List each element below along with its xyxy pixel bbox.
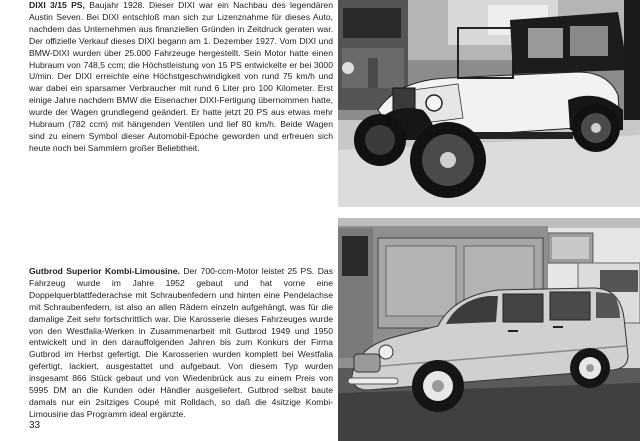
caption-gutbrod bbox=[29, 266, 333, 421]
caption-gutbrod-body: Der 700-ccm-Motor leistet 25 PS. Das Fahrzeug wurde im Jahre 1952 gebaut und hat vorne eine Doppelquerblattfederachse mit Schraubenfedern und hinten eine Pendelachse mit Schraubenfedern, ist also an allen Rädern einzeln aufgehängt, was für die damalige Zeit sehr fortschrittlich war. Die Karosserie dieses Fahrzeuges wurde von den Westfalia-Werken in Zusammenarbeit mit Gutbrod 1949 und 1950 entwickelt und in den darauffolgenden Jahren bis zum Konkurs der Firma Gutbrod im Herbst gefertigt. Die Karosserien wurden komplett bei Westfalia gefertigt, lackiert, ausgestattet und aufgebaut. Von diesem Typ wurden insgesamt 866 Stück gebaut und von Wiedenbrück aus zu einem Preis von 5995 DM an die Kunden oder Händler ausgeliefert. Gutbrod selbst baute damals nur ein 2sitziges Coupé mit Rolldach, so daß die 4sitzige Kombi-Limousine das Programm ideal ergänzte. bbox=[29, 266, 333, 419]
dixi-photo bbox=[338, 0, 640, 207]
caption-dixi-title: DIXI 3/15 PS, bbox=[29, 0, 85, 10]
page-number: 33 bbox=[29, 420, 41, 431]
caption-gutbrod-title: Gutbrod Superior Kombi-Limousine. bbox=[29, 266, 180, 276]
caption-dixi bbox=[29, 0, 333, 155]
gutbrod-photo bbox=[338, 218, 640, 441]
caption-dixi-body: Baujahr 1928. Dieser DIXI war ein Nachbau des legendären Austin Seven. Bei DIXI entschloß man sich zur Lizenznahme für dieses Auto, nachdem das Unternehmen aus finanziellen Gründen in Zeitdruck geraten war. Der offizielle Verkauf dieses DIXI begann am 1. Dezember 1927. Vom DIXI und BMW-DIXI wurden über 25.000 Fahrzeuge hergestellt. Sein Motor hatte einen Hubraum von 748,5 ccm; die Höchstleistung von 15 PS entwickelte er bei 3000 U/min. Der DIXI erreichte eine Höchstgeschwindigkeit von rund 75 km/h und war dabei ein sparsamer Verbraucher mit rund 6 Liter pro 100 Kilometer. Erst einige Jahre nachdem BMW die Eisenacher DIXI-Fertigung übernommen hatte, wurde der Wagen grundlegend geändert. Er hatte jetzt 20 PS aus etwas mehr Hubraum (782 ccm) mit hängenden Ventilen und lief 80 km/h. Beide Wagen sind zu einem Symbol dieser Automobil-Epoche geworden und erfreuen sich heute noch bei Sammlern großer Beliebtheit. bbox=[29, 0, 333, 153]
